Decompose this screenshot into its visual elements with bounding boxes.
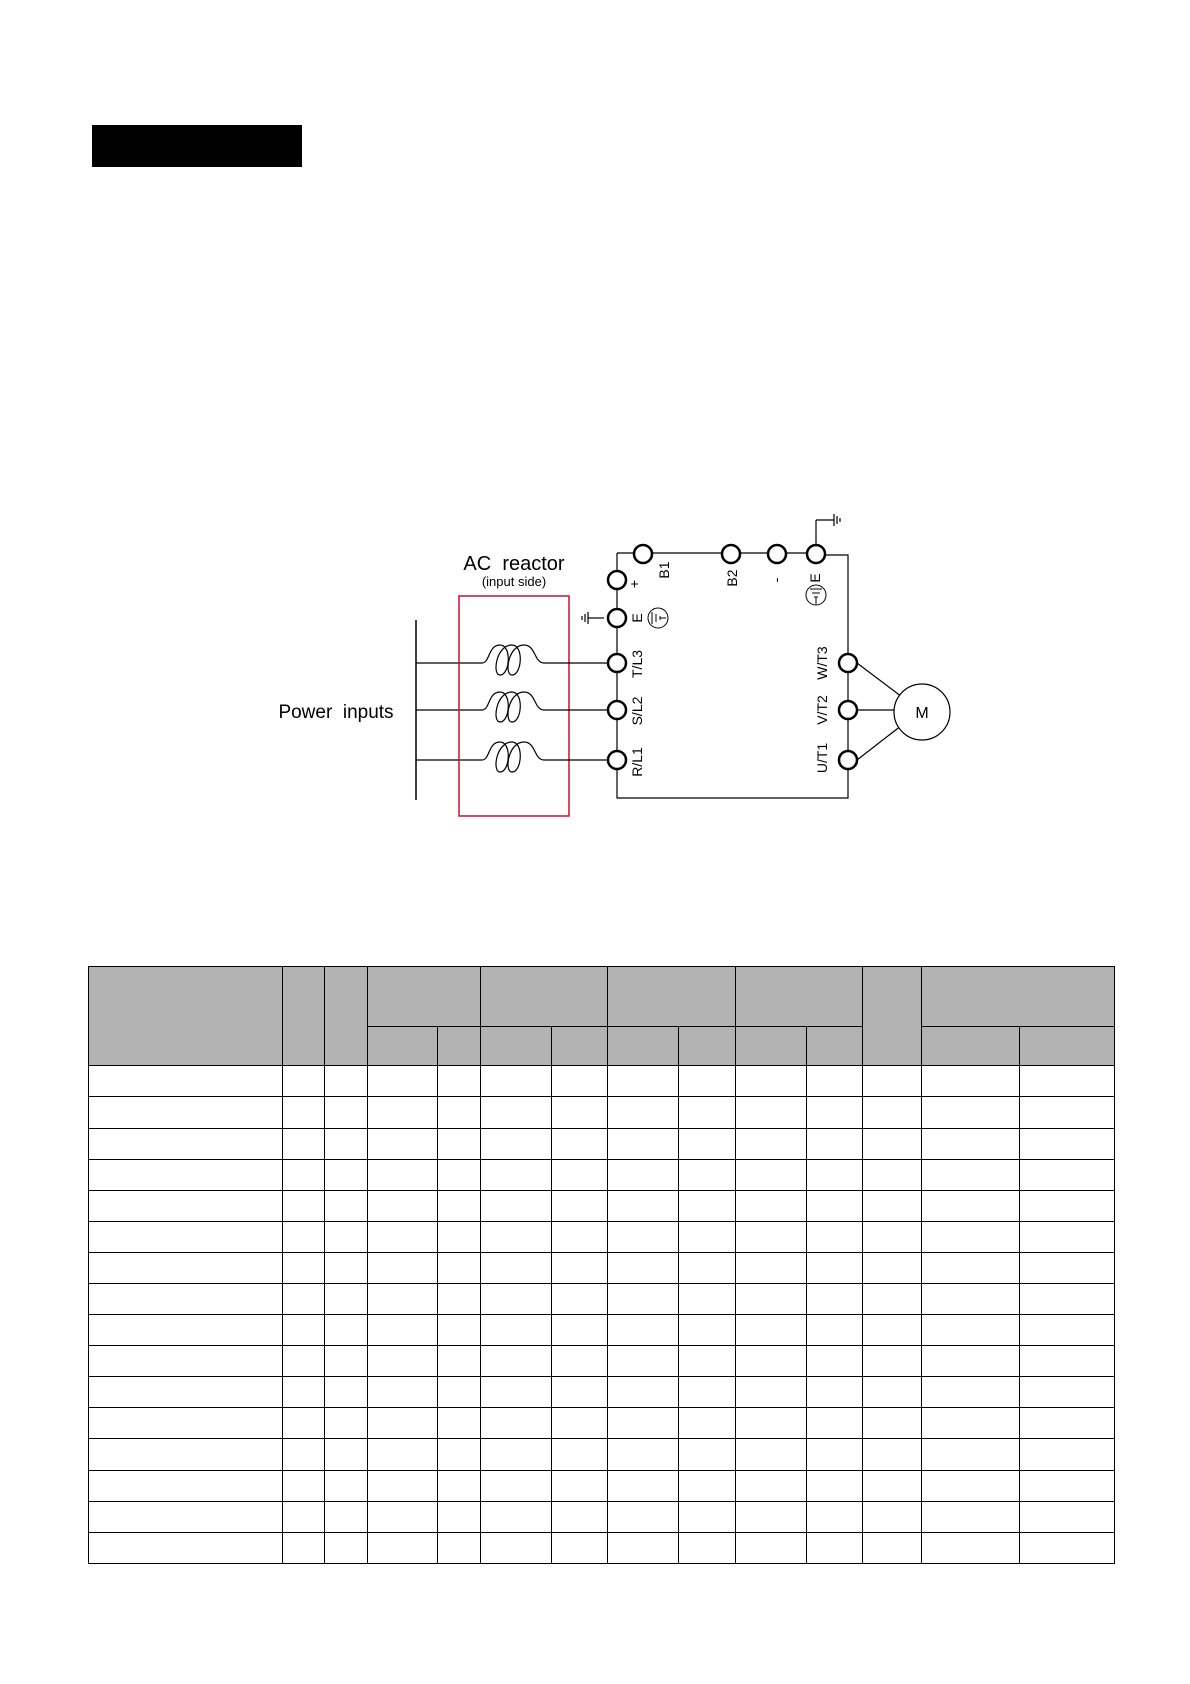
label-e-top: E: [807, 573, 823, 583]
table-row: [89, 1439, 1115, 1470]
table-cell: [608, 1439, 679, 1470]
table-cell: [552, 1346, 608, 1377]
subheader-cell: [481, 1027, 552, 1066]
table-cell: [552, 1377, 608, 1408]
table-cell: [89, 1128, 283, 1159]
table-cell: [89, 1190, 283, 1221]
table-cell: [679, 1128, 736, 1159]
table-cell: [922, 1377, 1020, 1408]
header-group-3: [608, 967, 736, 1027]
table-cell: [922, 1066, 1020, 1097]
table-cell: [552, 1315, 608, 1346]
table-row: [89, 1128, 1115, 1159]
label-w-t3: W/T3: [814, 646, 830, 680]
table-row: [89, 1470, 1115, 1501]
subheader-cell: [368, 1027, 438, 1066]
header-cell-12: [863, 967, 922, 1066]
table-cell: [922, 1221, 1020, 1252]
terminal-b2: [722, 545, 740, 563]
table-cell: [679, 1252, 736, 1283]
table-cell: [863, 1408, 922, 1439]
table-cell: [481, 1283, 552, 1314]
earth-icon-top: [806, 585, 826, 605]
table-cell: [922, 1128, 1020, 1159]
table-cell: [325, 1066, 368, 1097]
table-cell: [736, 1315, 807, 1346]
spec-table: [88, 966, 1115, 1564]
table-cell: [368, 1377, 438, 1408]
subheader-cell: [679, 1027, 736, 1066]
table-cell: [807, 1066, 863, 1097]
table-cell: [325, 1377, 368, 1408]
table-cell: [679, 1190, 736, 1221]
label-b2: B2: [724, 569, 740, 587]
table-cell: [679, 1408, 736, 1439]
table-cell: [552, 1408, 608, 1439]
table-cell: [608, 1532, 679, 1563]
table-cell: [736, 1501, 807, 1532]
table-cell: [552, 1066, 608, 1097]
table-cell: [552, 1470, 608, 1501]
table-cell: [283, 1252, 325, 1283]
subheader-cell: [922, 1027, 1020, 1066]
subheader-cell: [552, 1027, 608, 1066]
table-row: [89, 1252, 1115, 1283]
table-cell: [608, 1097, 679, 1128]
table-cell: [438, 1439, 481, 1470]
header-group-5: [922, 967, 1115, 1027]
table-cell: [283, 1221, 325, 1252]
table-cell: [325, 1097, 368, 1128]
table-cell: [283, 1190, 325, 1221]
table-cell: [89, 1252, 283, 1283]
table-cell: [608, 1315, 679, 1346]
table-cell: [608, 1190, 679, 1221]
table-cell: [736, 1532, 807, 1563]
table-cell: [608, 1346, 679, 1377]
table-cell: [1020, 1346, 1115, 1377]
table-cell: [679, 1283, 736, 1314]
table-cell: [368, 1283, 438, 1314]
table-cell: [807, 1346, 863, 1377]
table-cell: [608, 1283, 679, 1314]
table-cell: [863, 1221, 922, 1252]
table-cell: [325, 1470, 368, 1501]
ac-reactor-box: [459, 596, 569, 816]
table-cell: [608, 1221, 679, 1252]
label-e-left: E: [629, 613, 645, 623]
terminal-minus: [768, 545, 786, 563]
table-cell: [368, 1159, 438, 1190]
table-cell: [807, 1283, 863, 1314]
table-cell: [89, 1532, 283, 1563]
table-cell: [283, 1097, 325, 1128]
table-cell: [552, 1532, 608, 1563]
table-cell: [863, 1252, 922, 1283]
table-cell: [325, 1346, 368, 1377]
table-cell: [89, 1097, 283, 1128]
table-cell: [807, 1377, 863, 1408]
label-t-l3: T/L3: [629, 649, 645, 679]
table-cell: [368, 1221, 438, 1252]
table-cell: [368, 1408, 438, 1439]
table-cell: [863, 1190, 922, 1221]
header-group-4: [736, 967, 863, 1027]
table-row: [89, 1377, 1115, 1408]
header-cell-model: [89, 967, 283, 1066]
table-cell: [283, 1439, 325, 1470]
table-cell: [438, 1128, 481, 1159]
terminal-e-left: [608, 609, 626, 627]
table-cell: [325, 1128, 368, 1159]
table-cell: [807, 1190, 863, 1221]
label-s-l2: S/L2: [629, 696, 645, 726]
table-cell: [89, 1439, 283, 1470]
table-cell: [1020, 1128, 1115, 1159]
table-cell: [679, 1066, 736, 1097]
terminal-plus: [608, 571, 626, 589]
table-cell: [679, 1439, 736, 1470]
terminal-s-l2: [608, 701, 626, 719]
table-cell: [481, 1408, 552, 1439]
table-cell: [368, 1252, 438, 1283]
table-cell: [922, 1532, 1020, 1563]
table-cell: [368, 1128, 438, 1159]
table-cell: [481, 1221, 552, 1252]
table-cell: [368, 1501, 438, 1532]
reactor-coil-s: [482, 692, 614, 722]
label-plus: +: [626, 579, 642, 589]
table-cell: [608, 1501, 679, 1532]
table-cell: [89, 1315, 283, 1346]
table-cell: [438, 1066, 481, 1097]
table-cell: [863, 1470, 922, 1501]
table-cell: [679, 1097, 736, 1128]
table-cell: [679, 1470, 736, 1501]
table-cell: [922, 1439, 1020, 1470]
table-cell: [283, 1066, 325, 1097]
table-cell: [283, 1159, 325, 1190]
table-cell: [863, 1283, 922, 1314]
table-cell: [283, 1128, 325, 1159]
table-cell: [736, 1408, 807, 1439]
table-cell: [1020, 1066, 1115, 1097]
table-cell: [438, 1408, 481, 1439]
table-row: [89, 1408, 1115, 1439]
table-row: [89, 1532, 1115, 1563]
table-cell: [736, 1252, 807, 1283]
table-row: [89, 1190, 1115, 1221]
table-cell: [608, 1159, 679, 1190]
table-cell: [283, 1346, 325, 1377]
table-cell: [481, 1377, 552, 1408]
table-cell: [608, 1408, 679, 1439]
table-cell: [481, 1470, 552, 1501]
subheader-cell: [736, 1027, 807, 1066]
power-inputs-label: Power inputs: [278, 702, 394, 723]
table-cell: [1020, 1501, 1115, 1532]
table-row: [89, 1501, 1115, 1532]
table-cell: [438, 1190, 481, 1221]
table-cell: [552, 1439, 608, 1470]
table-cell: [325, 1315, 368, 1346]
table-row: [89, 1159, 1115, 1190]
table-row: [89, 1283, 1115, 1314]
table-cell: [1020, 1252, 1115, 1283]
table-cell: [1020, 1470, 1115, 1501]
table-cell: [283, 1470, 325, 1501]
table-cell: [438, 1377, 481, 1408]
table-cell: [325, 1159, 368, 1190]
table-body: [89, 1066, 1115, 1564]
table-cell: [438, 1283, 481, 1314]
table-cell: [438, 1470, 481, 1501]
table-cell: [1020, 1283, 1115, 1314]
label-v-t2: V/T2: [814, 695, 830, 725]
ac-reactor-label: AC reactor: [463, 553, 565, 575]
ground-icon-left: [582, 612, 604, 624]
table-cell: [736, 1283, 807, 1314]
table-cell: [736, 1221, 807, 1252]
header-group-2: [481, 967, 608, 1027]
table-cell: [1020, 1190, 1115, 1221]
table-cell: [1020, 1408, 1115, 1439]
table-cell: [863, 1066, 922, 1097]
table-cell: [325, 1532, 368, 1563]
table-cell: [679, 1532, 736, 1563]
terminal-e-top: [807, 545, 825, 563]
table-row: [89, 1066, 1115, 1097]
table-cell: [438, 1346, 481, 1377]
table-cell: [922, 1097, 1020, 1128]
terminal-b1: [634, 545, 652, 563]
table-cell: [1020, 1377, 1115, 1408]
table-cell: [807, 1128, 863, 1159]
table-cell: [89, 1408, 283, 1439]
table-cell: [368, 1315, 438, 1346]
table-cell: [481, 1097, 552, 1128]
table-cell: [679, 1315, 736, 1346]
table-cell: [283, 1408, 325, 1439]
table-cell: [922, 1315, 1020, 1346]
table-cell: [807, 1439, 863, 1470]
table-cell: [736, 1377, 807, 1408]
table-cell: [1020, 1097, 1115, 1128]
table-cell: [922, 1190, 1020, 1221]
table-cell: [679, 1221, 736, 1252]
label-minus: -: [768, 577, 784, 583]
earth-icon-left: [648, 608, 668, 628]
subheader-cell: [608, 1027, 679, 1066]
table-cell: [325, 1439, 368, 1470]
table-cell: [481, 1315, 552, 1346]
table-cell: [922, 1470, 1020, 1501]
table-cell: [807, 1532, 863, 1563]
table-cell: [552, 1283, 608, 1314]
table-cell: [608, 1252, 679, 1283]
terminal-w-t3: [839, 654, 857, 672]
table-cell: [89, 1501, 283, 1532]
table-cell: [325, 1283, 368, 1314]
reactor-coil-t: [482, 645, 614, 675]
table-cell: [552, 1190, 608, 1221]
table-cell: [481, 1439, 552, 1470]
table-cell: [438, 1252, 481, 1283]
table-cell: [807, 1252, 863, 1283]
header-cell-3: [325, 967, 368, 1066]
table-cell: [736, 1097, 807, 1128]
table-cell: [552, 1097, 608, 1128]
table-cell: [807, 1501, 863, 1532]
table-cell: [922, 1283, 1020, 1314]
table-cell: [922, 1408, 1020, 1439]
table-cell: [1020, 1532, 1115, 1563]
table-cell: [283, 1315, 325, 1346]
table-cell: [89, 1346, 283, 1377]
table-cell: [552, 1221, 608, 1252]
table-cell: [368, 1470, 438, 1501]
table-cell: [438, 1315, 481, 1346]
table-cell: [283, 1501, 325, 1532]
table-row: [89, 1346, 1115, 1377]
table-cell: [1020, 1221, 1115, 1252]
table-cell: [89, 1066, 283, 1097]
table-cell: [807, 1097, 863, 1128]
table-cell: [863, 1315, 922, 1346]
table-cell: [325, 1501, 368, 1532]
table-cell: [807, 1408, 863, 1439]
table-cell: [679, 1159, 736, 1190]
table-cell: [481, 1346, 552, 1377]
table-cell: [922, 1252, 1020, 1283]
table-cell: [481, 1501, 552, 1532]
table-cell: [807, 1221, 863, 1252]
table-cell: [481, 1190, 552, 1221]
table-cell: [863, 1377, 922, 1408]
table-cell: [552, 1252, 608, 1283]
table-cell: [552, 1501, 608, 1532]
reactor-coil-r: [482, 742, 614, 772]
table-cell: [1020, 1439, 1115, 1470]
motor-lead-w: [857, 663, 906, 700]
table-cell: [922, 1159, 1020, 1190]
table-cell: [863, 1159, 922, 1190]
subheader-cell: [438, 1027, 481, 1066]
table-cell: [89, 1159, 283, 1190]
input-side-label: (input side): [481, 574, 547, 589]
table-cell: [481, 1128, 552, 1159]
table-cell: [283, 1532, 325, 1563]
table-cell: [608, 1128, 679, 1159]
table-cell: [552, 1159, 608, 1190]
table-cell: [89, 1377, 283, 1408]
subheader-cell: [807, 1027, 863, 1066]
terminal-u-t1: [839, 751, 857, 769]
table-row: [89, 1315, 1115, 1346]
subheader-cell: [1020, 1027, 1115, 1066]
table-cell: [481, 1252, 552, 1283]
table-cell: [552, 1128, 608, 1159]
table-cell: [736, 1470, 807, 1501]
table-cell: [325, 1190, 368, 1221]
table-cell: [679, 1346, 736, 1377]
table-cell: [283, 1377, 325, 1408]
table-cell: [736, 1346, 807, 1377]
table-cell: [283, 1283, 325, 1314]
table-cell: [438, 1532, 481, 1563]
terminal-r-l1: [608, 751, 626, 769]
table-cell: [863, 1501, 922, 1532]
table-cell: [325, 1221, 368, 1252]
table-cell: [481, 1532, 552, 1563]
table-cell: [325, 1252, 368, 1283]
table-cell: [1020, 1315, 1115, 1346]
terminal-t-l3: [608, 654, 626, 672]
table-cell: [736, 1439, 807, 1470]
table-cell: [863, 1128, 922, 1159]
table-cell: [438, 1221, 481, 1252]
motor-label: M: [915, 705, 929, 722]
table-cell: [863, 1097, 922, 1128]
terminal-v-t2: [839, 701, 857, 719]
table-cell: [608, 1066, 679, 1097]
table-cell: [863, 1532, 922, 1563]
table-cell: [368, 1066, 438, 1097]
table-cell: [608, 1470, 679, 1501]
table-cell: [922, 1346, 1020, 1377]
table-cell: [89, 1221, 283, 1252]
table-cell: [1020, 1159, 1115, 1190]
table-cell: [481, 1066, 552, 1097]
table-cell: [368, 1097, 438, 1128]
label-u-t1: U/T1: [814, 742, 830, 774]
table-cell: [807, 1470, 863, 1501]
table-row: [89, 1097, 1115, 1128]
header-cell-2: [283, 967, 325, 1066]
table-cell: [368, 1190, 438, 1221]
table-cell: [736, 1159, 807, 1190]
table-cell: [679, 1501, 736, 1532]
table-cell: [89, 1470, 283, 1501]
table-cell: [863, 1439, 922, 1470]
label-r-l1: R/L1: [629, 747, 645, 777]
table-cell: [481, 1159, 552, 1190]
table-cell: [368, 1532, 438, 1563]
table-cell: [736, 1190, 807, 1221]
header-group-1: [368, 967, 481, 1027]
table-cell: [608, 1377, 679, 1408]
table-cell: [368, 1346, 438, 1377]
table-cell: [863, 1346, 922, 1377]
table-cell: [807, 1315, 863, 1346]
table-cell: [325, 1408, 368, 1439]
table-cell: [736, 1128, 807, 1159]
table-cell: [438, 1097, 481, 1128]
table-cell: [89, 1283, 283, 1314]
table-cell: [922, 1501, 1020, 1532]
table-cell: [807, 1159, 863, 1190]
table-cell: [679, 1377, 736, 1408]
table-cell: [736, 1066, 807, 1097]
table-row: [89, 1221, 1115, 1252]
table-cell: [438, 1159, 481, 1190]
table-cell: [368, 1439, 438, 1470]
table-cell: [438, 1501, 481, 1532]
label-b1: B1: [656, 561, 672, 579]
